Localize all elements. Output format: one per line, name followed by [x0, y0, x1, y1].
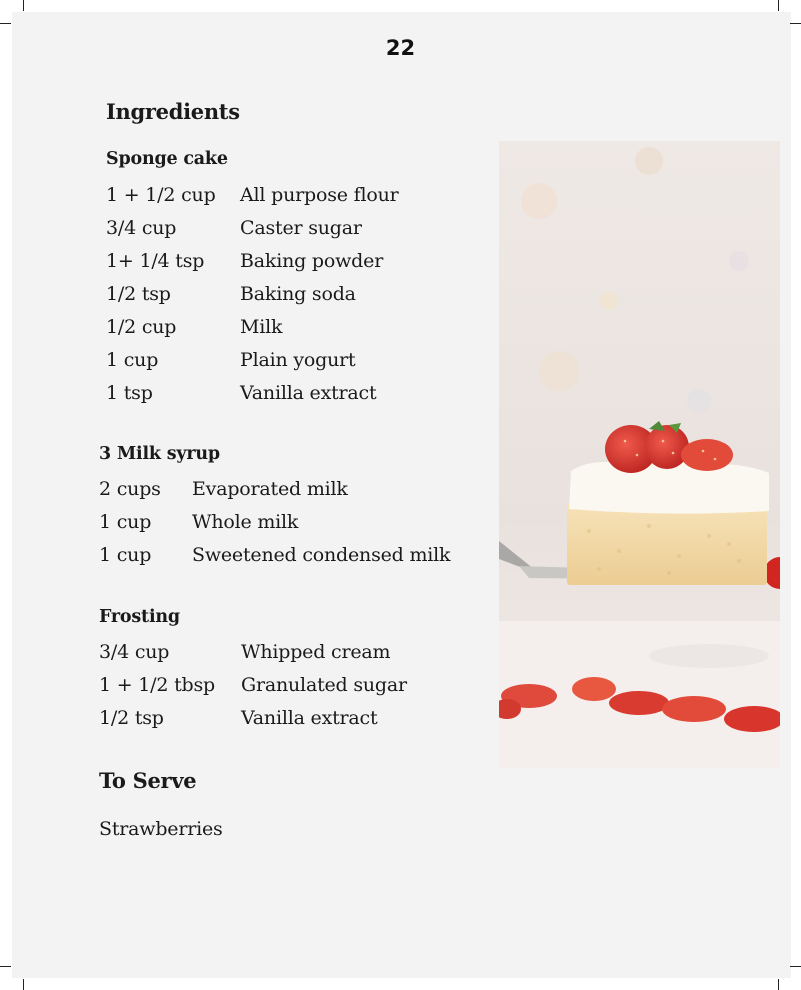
ingredient-qty: 3/4 cup — [99, 641, 170, 663]
ingredient-qty: 1 + 1/2 cup — [106, 184, 216, 206]
ingredient-name: Evaporated milk — [192, 478, 348, 500]
ingredient-name: Caster sugar — [240, 217, 362, 239]
ingredient-name: Granulated sugar — [241, 674, 407, 696]
sponge-cake-heading: Sponge cake — [106, 149, 228, 169]
ingredient-name: Whole milk — [192, 511, 299, 533]
serve-item: Strawberries — [99, 818, 223, 840]
ingredient-qty: 1 + 1/2 tbsp — [99, 674, 216, 696]
crop-mark — [790, 966, 801, 967]
ingredient-qty: 1 cup — [99, 511, 152, 533]
to-serve-heading: To Serve — [99, 768, 197, 793]
ingredient-name: All purpose flour — [240, 184, 399, 206]
frosting-heading: Frosting — [99, 607, 180, 627]
ingredient-qty: 1/2 tsp — [99, 707, 164, 729]
ingredient-name: Sweetened condensed milk — [192, 544, 451, 566]
crop-mark — [790, 23, 801, 24]
page-number: 22 — [385, 36, 416, 60]
ingredient-name: Baking soda — [240, 283, 356, 305]
ingredient-name: Plain yogurt — [240, 349, 356, 371]
tres-leches-cake-slice-photo — [499, 141, 780, 768]
crop-mark — [0, 966, 11, 967]
ingredient-name: Vanilla extract — [240, 382, 377, 404]
ingredient-name: Vanilla extract — [241, 707, 378, 729]
ingredient-name: Milk — [240, 316, 283, 338]
ingredient-name: Whipped cream — [241, 641, 391, 663]
ingredient-qty: 3/4 cup — [106, 217, 177, 239]
crop-mark — [0, 23, 11, 24]
ingredient-qty: 1/2 tsp — [106, 283, 171, 305]
crop-mark — [23, 0, 24, 11]
crop-mark — [778, 0, 779, 11]
ingredient-qty: 1 tsp — [106, 382, 153, 404]
crop-mark — [23, 979, 24, 990]
ingredient-qty: 2 cups — [99, 478, 161, 500]
ingredient-qty: 1/2 cup — [106, 316, 177, 338]
cake-photo-illustration — [499, 141, 780, 768]
ingredient-name: Baking powder — [240, 250, 384, 272]
ingredients-heading: Ingredients — [106, 99, 240, 124]
crop-mark — [778, 979, 779, 990]
milk-syrup-heading: 3 Milk syrup — [99, 444, 220, 464]
ingredient-qty: 1 cup — [106, 349, 159, 371]
ingredient-qty: 1+ 1/4 tsp — [106, 250, 205, 272]
ingredient-qty: 1 cup — [99, 544, 152, 566]
